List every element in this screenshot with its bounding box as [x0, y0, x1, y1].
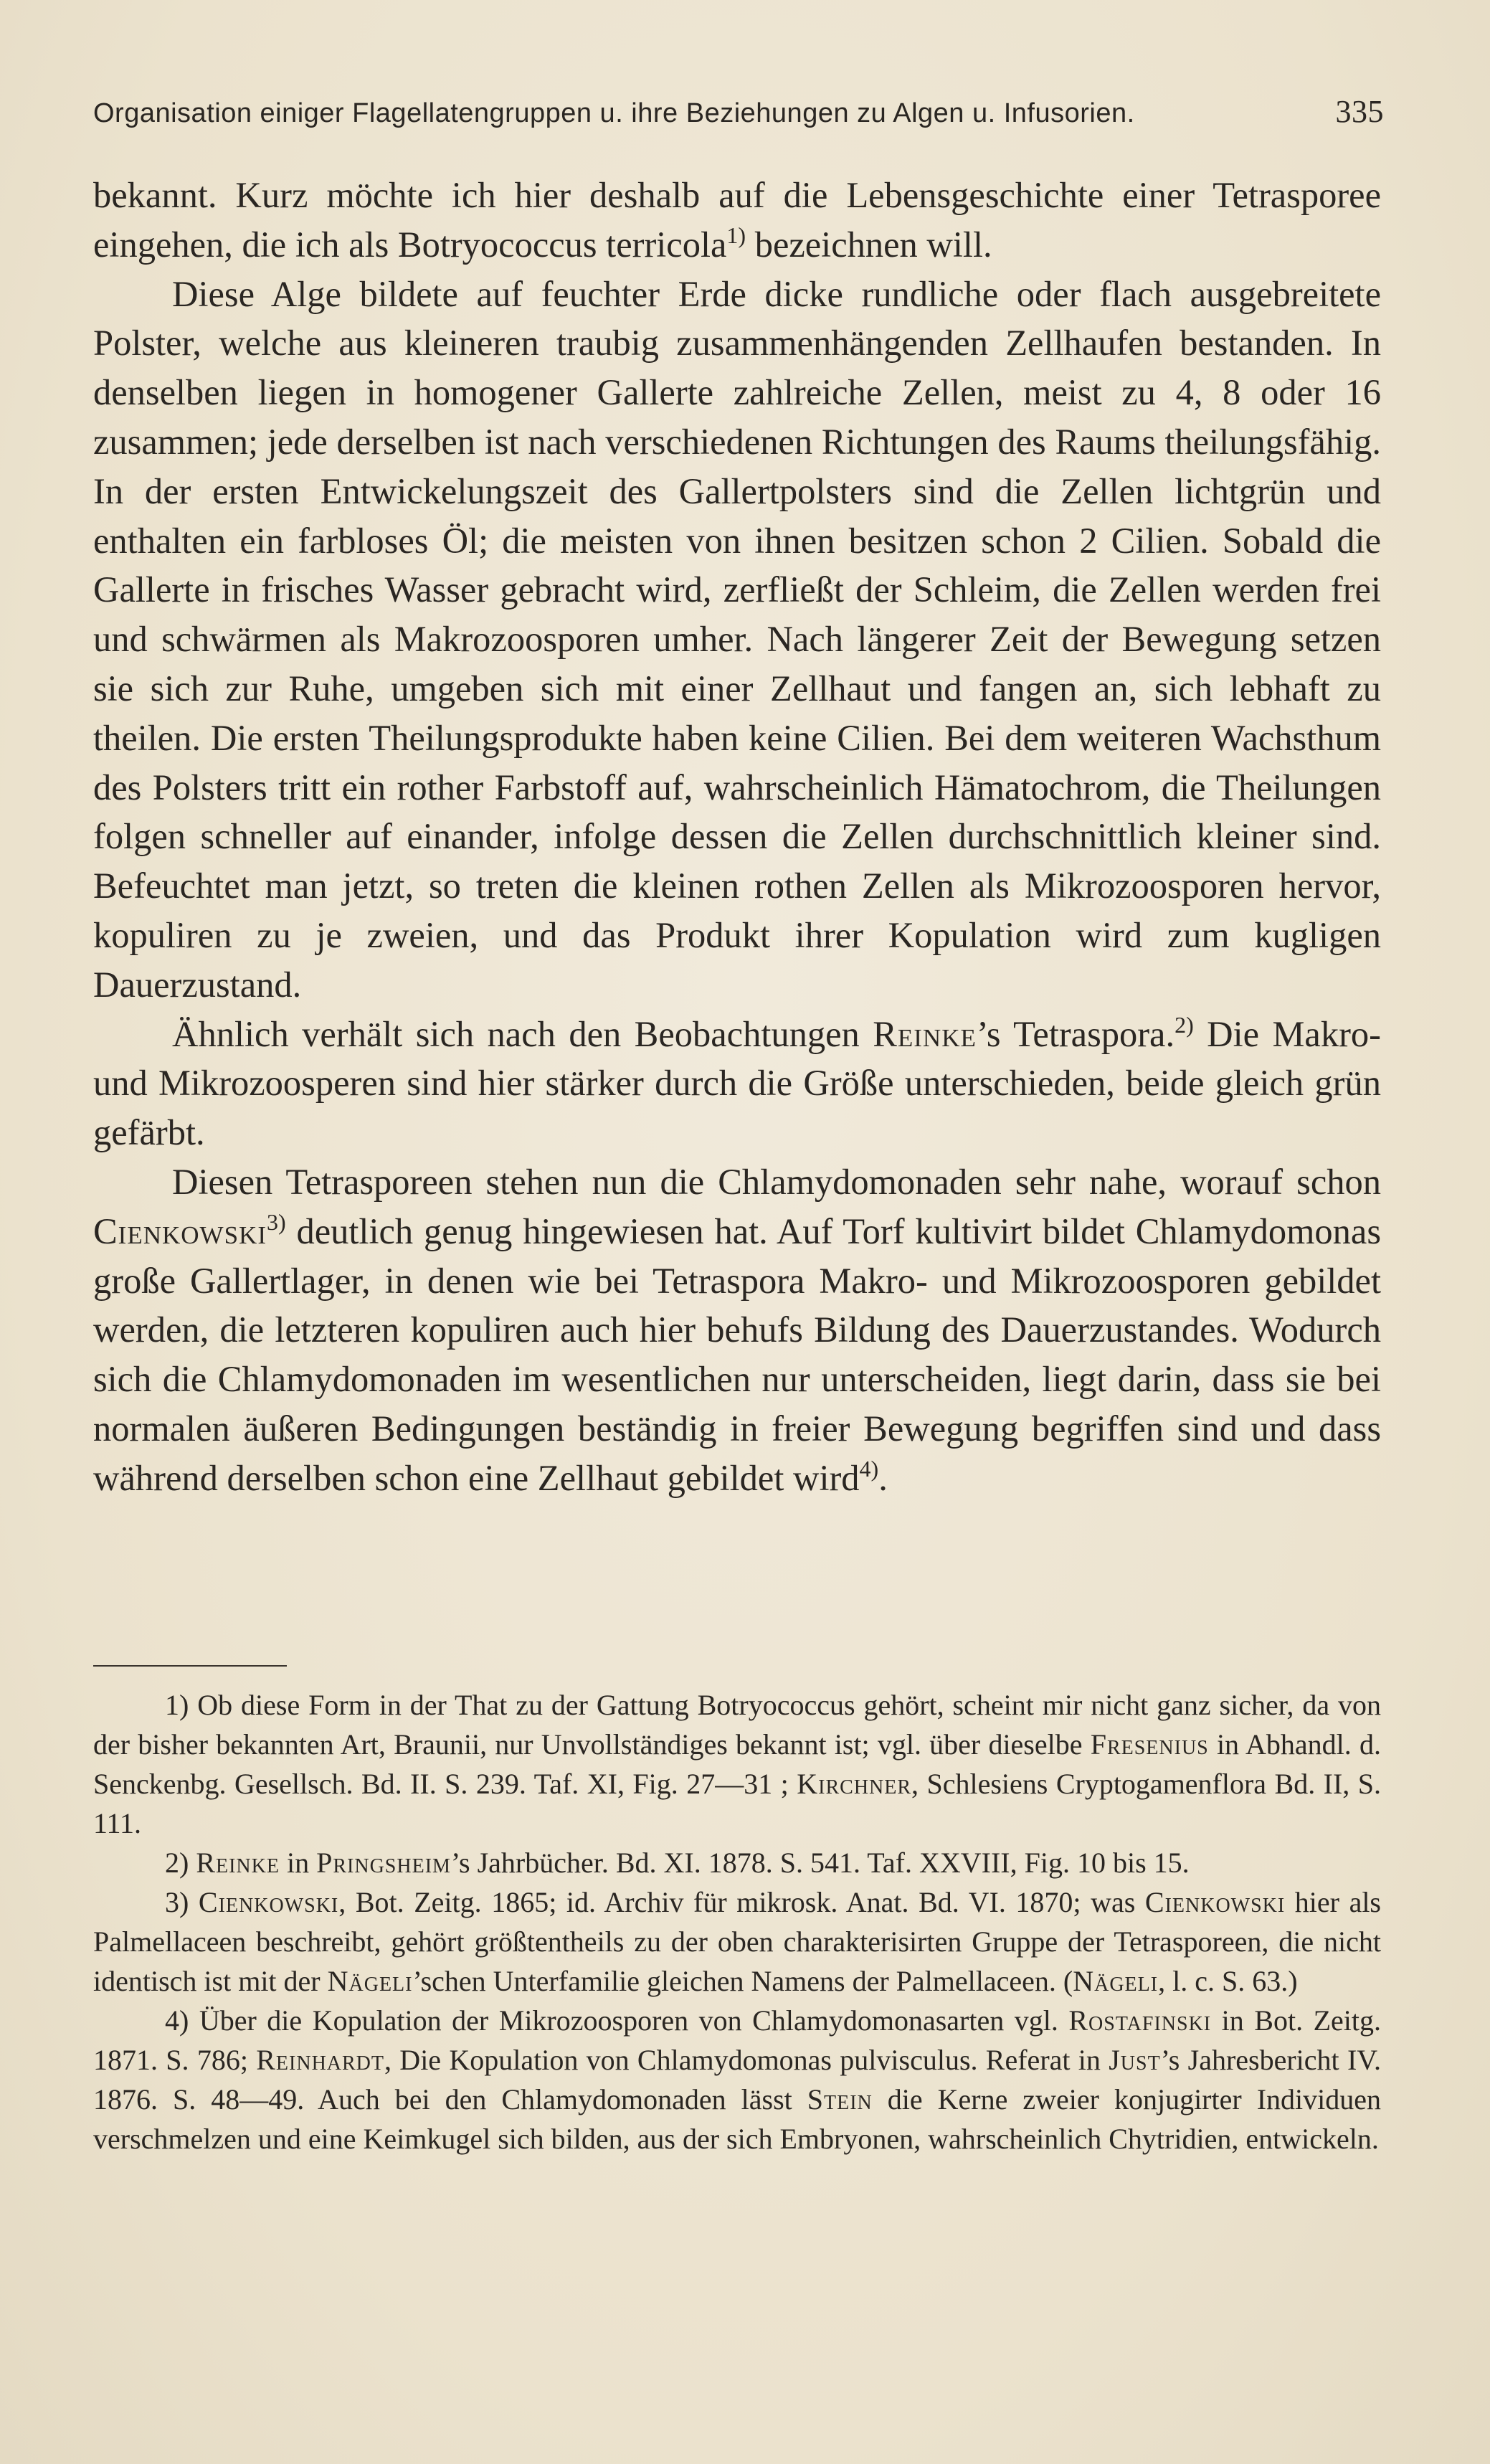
paragraph-1	[93, 171, 1381, 270]
text-run: in	[279, 1847, 317, 1879]
text-run: Ähnlich verhält sich nach den Beobachtungen	[172, 1013, 873, 1054]
text-run: die Kerne zweier konjugirter Individuen verschmelzen und eine Keimkugel sich bilden, aus der sich Embryonen, wahrscheinlich Chytridien, entwickeln.	[93, 2083, 1382, 2155]
main-text	[93, 171, 1381, 1503]
author-name: Cienkowski	[1144, 1886, 1286, 1918]
footnote-ref-2: 2)	[1175, 1011, 1194, 1038]
text-run: Diesen Tetrasporeen stehen nun die Chlamydomonaden sehr nahe, worauf schon	[172, 1161, 1381, 1202]
author-name: Rostafinski	[1068, 2004, 1212, 2037]
author-name: Pringsheim	[316, 1847, 451, 1879]
author-name: Just	[1109, 2044, 1161, 2076]
text-run: Die Makro- und Mikrozoosperen sind hier stärker durch die Größe unterschieden, beide gleich grün gefärbt.	[93, 1013, 1381, 1153]
author-name: Kirchner	[797, 1768, 912, 1800]
footnote-ref-3: 3)	[266, 1208, 286, 1235]
footnote-number: 2)	[165, 1847, 189, 1879]
footnotes	[93, 1685, 1381, 2159]
paragraph-2: Diese Alge bildete auf feuchter Erde dicke rundliche oder flach ausgebreitete Polster, welche aus kleineren traubig zusammenhängenden Zellhaufen bestanden. In denselben liegen in homogener Gallerte zahlreiche Zellen, meist zu 4, 8 oder 16 zusammen; jede derselben ist nach verschiedenen Richtungen des Raums theilungsfähig. In der ersten Entwickelungszeit des Gallertpolsters sind die Zellen lichtgrün und enthalten ein farbloses Öl; die meisten von ihnen besitzen schon 2 Cilien. Sobald die Gallerte in frisches Wasser gebracht wird, zerfließt der Schleim, die Zellen werden frei und schwärmen als Makrozoosporen umher. Nach längerer Zeit der Bewegung setzen sie sich zur Ruhe, umgeben sich mit einer Zellhaut und fangen an, sich lebhaft zu theilen. Die ersten Theilungsprodukte haben keine Cilien. Bei dem weiteren Wachsthum des Polsters tritt ein rother Farbstoff auf, wahrscheinlich Hämatochrom, die Theilungen folgen schneller auf einander, infolge dessen die Zellen durchschnittlich kleiner sind. Befeuchtet man jetzt, so treten die kleinen rothen Zellen als Mikrozoosporen hervor, kopuliren zu je zweien, und das Produkt ihrer Kopulation wird zum kugligen Dauerzustand.	[93, 273, 1381, 1005]
author-name: Cienkowski	[93, 1210, 267, 1251]
running-title: Organisation einiger Flagellatengruppen u. ihre Beziehungen zu Algen u. Infusorien.	[93, 98, 1135, 128]
text-run: ’schen Unterfamilie gleichen Namens der Palmellaceen. (	[412, 1965, 1073, 1997]
author-name: Fresenius	[1090, 1728, 1209, 1761]
paragraph-4	[93, 1157, 1381, 1503]
text-run: in Bot. Zeitg. 1871. S. 786;	[93, 2004, 1381, 2076]
text-run: , Die Kopulation von Chlamydomonas pulvisculus. Referat in	[384, 2044, 1109, 2076]
text-run: , l. c. S. 63.)	[1158, 1965, 1298, 1997]
text-run: Über die Kopulation der Mikrozoosporen von Chlamydomonasarten vgl.	[189, 2004, 1069, 2037]
text-run: .	[878, 1457, 888, 1498]
text-run: bezeichnen will.	[746, 224, 992, 265]
author-name: Nägeli	[327, 1965, 413, 1997]
text-run: hier als Palmellaceen beschreibt, gehört größtentheils zu der oben charakterisirten Gruppe der Tetrasporeen, die nicht identisch ist mit der	[93, 1886, 1382, 1997]
footnote-number: 1)	[165, 1689, 189, 1721]
author-name: Reinke	[873, 1013, 977, 1054]
footnote-separator	[93, 1665, 287, 1667]
footnote-number: 4)	[165, 2004, 189, 2037]
text-run: Ob diese Form in der That zu der Gattung Botryococcus gehört, scheint mir nicht ganz sicher, da von der bisher bekannten Art, Braunii, nur Unvollständiges bekannt ist; vgl. über dieselbe	[93, 1689, 1381, 1761]
text-run: bekannt. Kurz möchte ich hier deshalb auf die Lebensgeschichte einer Tetrasporee eingehen, die ich als Botryococcus terricola	[93, 175, 1381, 265]
author-name: Reinhardt	[256, 2044, 385, 2076]
footnote-1	[93, 1685, 1381, 1843]
page-number: 335	[1335, 94, 1384, 129]
author-name: Nägeli	[1073, 1965, 1159, 1997]
author-name: Reinke	[196, 1847, 280, 1879]
author-name: Stein	[807, 2083, 873, 2115]
footnote-2	[93, 1843, 1381, 1882]
running-header	[93, 93, 1384, 130]
author-name: Cienkowski	[198, 1886, 339, 1918]
text-run: , Bot. Zeitg. 1865; id. Archiv für mikrosk. Anat. Bd. VI. 1870; was	[338, 1886, 1145, 1918]
footnote-3	[93, 1882, 1381, 2001]
footnote-number: 3)	[165, 1886, 189, 1918]
text-run: deutlich genug hingewiesen hat. Auf Torf kultivirt bildet Chlamydomonas große Gallertlager, in denen wie bei Tetraspora Makro- und Mikrozoosporen gebildet werden, die letzteren kopuliren auch hier behufs Bildung des Dauerzustandes. Wodurch sich die Chlamydomonaden im wesentlichen nur unterscheiden, liegt darin, dass sie bei normalen äußeren Bedingungen beständig in freier Bewegung begriffen sind und dass während derselben schon eine Zellhaut gebildet wird	[93, 1210, 1381, 1498]
footnote-ref-1: 1)	[726, 222, 746, 248]
text-run: in Abhandl. d. Senckenbg. Gesellsch. Bd. II. S. 239. Taf. XI, Fig. 27—31 ;	[93, 1728, 1381, 1800]
text-run: ’s Jahrbücher. Bd. XI. 1878. S. 541. Taf. XXVIII, Fig. 10 bis 15.	[450, 1847, 1190, 1879]
footnote-ref-4: 4)	[859, 1455, 879, 1482]
text-run: , Schlesiens Cryptogamenflora Bd. II, S. 111.	[93, 1768, 1381, 1839]
paragraph-3	[93, 1010, 1381, 1157]
text-run: ’s Jahresbericht IV. 1876. S. 48—49. Auch bei den Chlamydomonaden lässt	[93, 2044, 1381, 2115]
text-run: ’s Tetraspora.	[976, 1013, 1175, 1054]
footnote-4	[93, 2001, 1381, 2159]
